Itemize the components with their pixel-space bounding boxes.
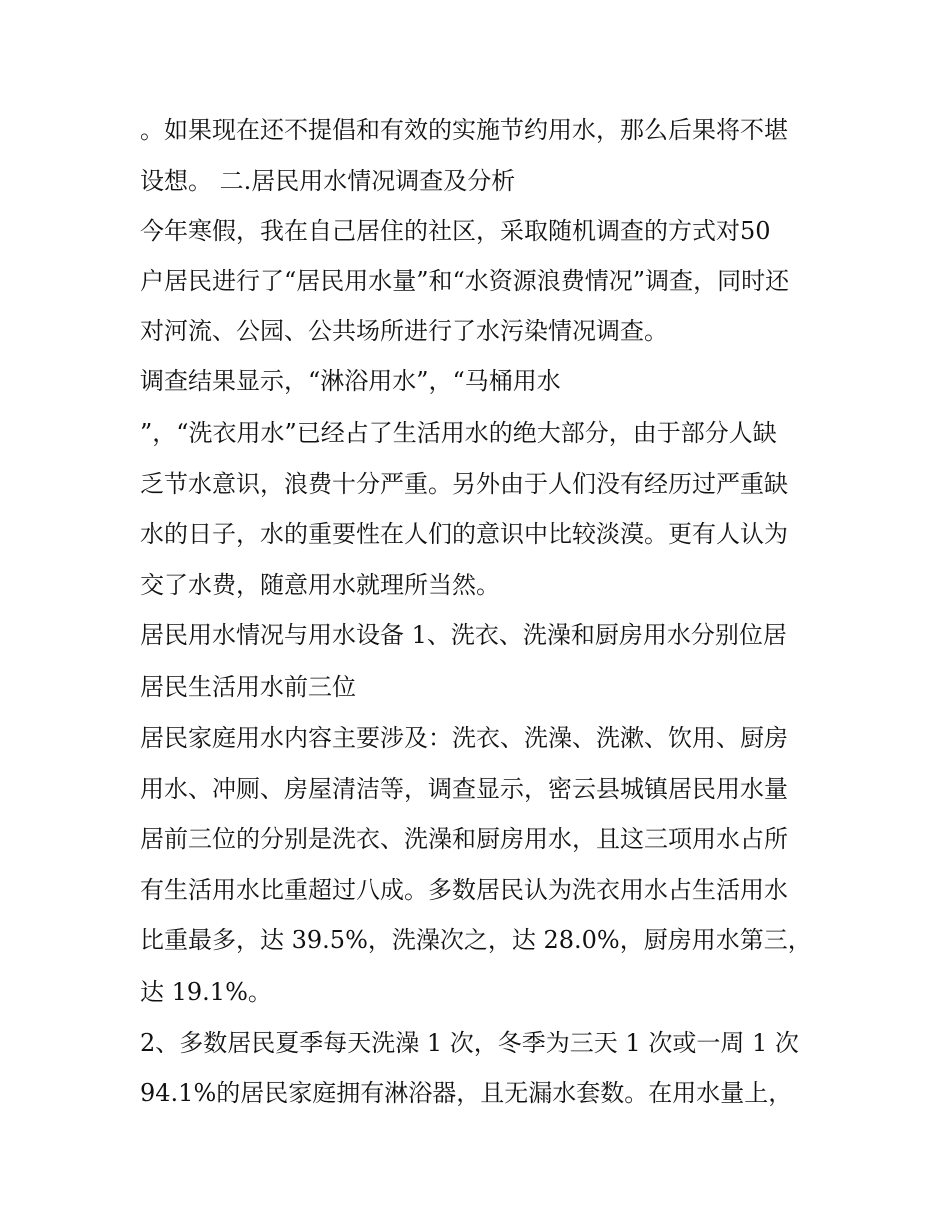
text-line: 94.1%的居民家庭拥有淋浴器，且无漏水套数。在用水量上， [140, 1079, 793, 1107]
text-line: 居前三位的分别是洗衣、洗澡和厨房用水，且这三项用水占所 [140, 825, 788, 853]
text-line: 调查结果显示，“淋浴用水”，“马桶用水 [140, 367, 561, 395]
text-line: 居民用水情况与用水设备 1、洗衣、洗澡和厨房用水分别位居 [140, 621, 787, 649]
text-line: 达 19.1%。 [140, 978, 272, 1006]
text-line: 。如果现在还不提倡和有效的实施节约用水，那么后果将不堪 [140, 116, 788, 144]
text-line: 设想。 二.居民用水情况调查及分析 [140, 167, 516, 195]
text-line: 交了水费，随意用水就理所当然。 [140, 571, 500, 599]
text-line: 乏节水意识，浪费十分严重。另外由于人们没有经历过严重缺 [140, 470, 788, 498]
text-line: 居民家庭用水内容主要涉及：洗衣、洗澡、洗漱、饮用、厨房 [140, 724, 788, 752]
text-line: 用水、冲厕、房屋清洁等，调查显示，密云县城镇居民用水量 [140, 775, 788, 803]
text-line: 对河流、公园、公共场所进行了水污染情况调查。 [140, 317, 668, 345]
text-line: 2、多数居民夏季每天洗澡 1 次，冬季为三天 1 次或一周 1 次 [140, 1029, 799, 1057]
text-line: ”，“洗衣用水”已经占了生活用水的绝大部分，由于部分人缺 [140, 419, 777, 447]
text-line: 居民生活用水前三位 [140, 673, 356, 701]
text-line: 比重最多，达 39.5%，洗澡次之，达 28.0%，厨房用水第三， [140, 926, 812, 954]
text-line: 水的日子，水的重要性在人们的意识中比较淡漠。更有人认为 [140, 520, 788, 548]
text-line: 户居民进行了“居民用水量”和“水资源浪费情况”调查，同时还 [140, 267, 790, 295]
text-line: 有生活用水比重超过八成。多数居民认为洗衣用水占生活用水 [140, 876, 788, 904]
text-line: 今年寒假，我在自己居住的社区，采取随机调查的方式对50 [140, 217, 771, 245]
